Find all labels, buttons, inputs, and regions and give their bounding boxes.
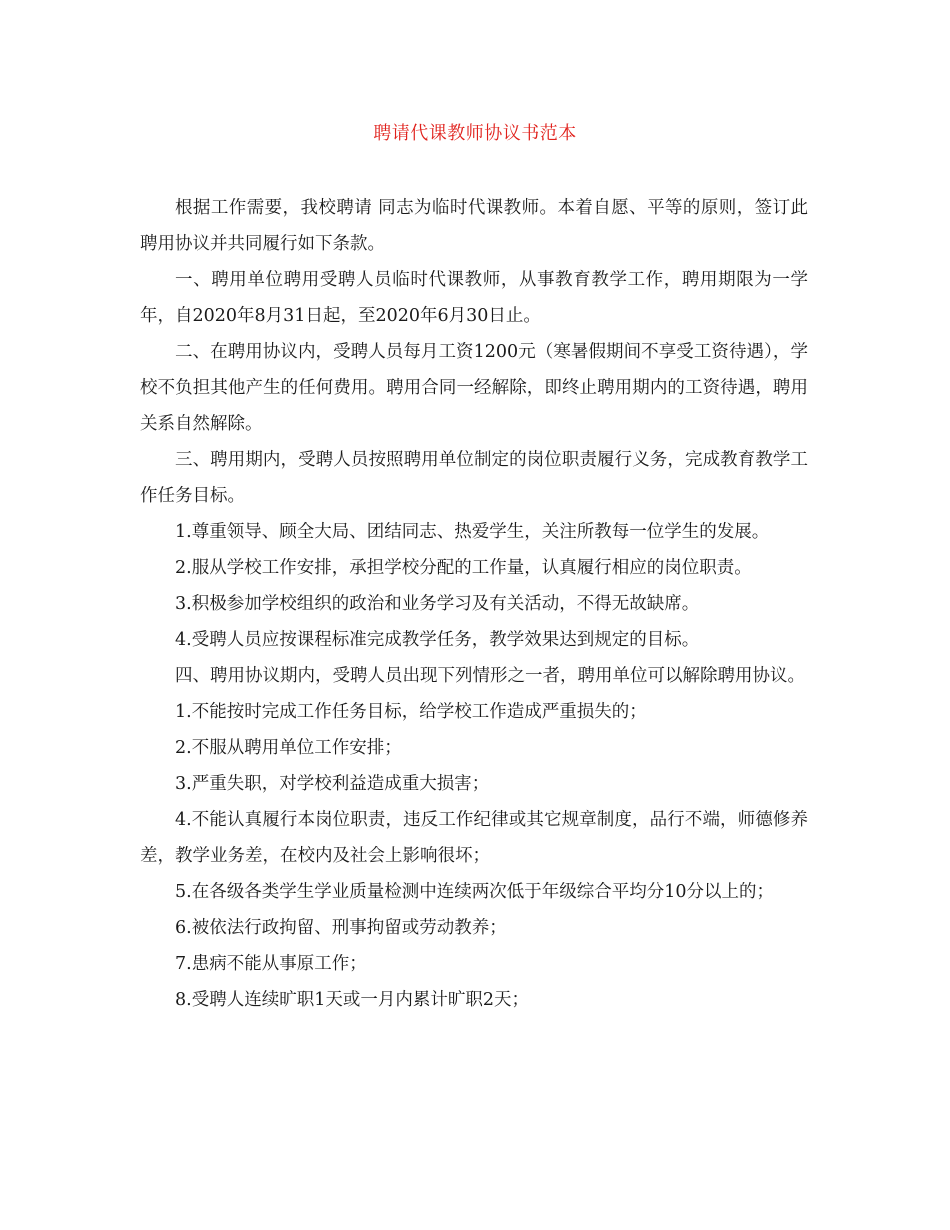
- paragraph-clause-1: 一、聘用单位聘用受聘人员临时代课教师，从事教育教学工作，聘用期限为一学年，自2020年8月31日起，至2020年6月30日止。: [140, 270, 808, 326]
- paragraph-clause-3-item-2: 2.服从学校工作安排，承担学校分配的工作量，认真履行相应的岗位职责。: [175, 558, 752, 578]
- paragraph-clause-4-item-7: 7.患病不能从事原工作；: [175, 954, 367, 974]
- paragraph-clause-4-item-6: 6.被依法行政拘留、刑事拘留或劳动教养；: [175, 918, 507, 938]
- paragraph-clause-3-item-4: 4.受聘人员应按课程标准完成教学任务，教学效果达到规定的目标。: [175, 630, 700, 650]
- paragraph-clause-4-item-2: 2.不服从聘用单位工作安排；: [175, 738, 402, 758]
- paragraph-clause-4-item-1: 1.不能按时完成工作任务目标，给学校工作造成严重损失的；: [175, 702, 647, 722]
- paragraph-clause-4: 四、聘用协议期内，受聘人员出现下列情形之一者，聘用单位可以解除聘用协议。: [175, 666, 805, 686]
- paragraph-clause-4-item-8: 8.受聘人连续旷职1天或一月内累计旷职2天；: [175, 990, 529, 1010]
- paragraph-clause-3-item-3: 3.积极参加学校组织的政治和业务学习及有关活动，不得无故缺席。: [175, 594, 700, 614]
- paragraph-clause-4-item-3: 3.严重失职，对学校利益造成重大损害；: [175, 774, 490, 794]
- paragraph-clause-3-item-1: 1.尊重领导、顾全大局、团结同志、热爱学生，关注所教每一位学生的发展。: [175, 522, 770, 542]
- document-body: [140, 190, 808, 1018]
- paragraph-clause-4-item-5: 5.在各级各类学生学业质量检测中连续两次低于年级综合平均分10分以上的；: [175, 882, 774, 902]
- paragraph-clause-4-item-4: 4.不能认真履行本岗位职责，违反工作纪律或其它规章制度，品行不端，师德修养差，教学业务差，在校内及社会上影响很坏；: [140, 810, 808, 866]
- document-title: 聘请代课教师协议书范本: [373, 123, 577, 144]
- paragraph-clause-3: 三、聘用期内，受聘人员按照聘用单位制定的岗位职责履行义务，完成教育教学工作任务目标。: [140, 450, 808, 506]
- paragraph-intro: 根据工作需要，我校聘请 同志为临时代课教师。本着自愿、平等的原则，签订此聘用协议并共同履行如下条款。: [140, 198, 808, 254]
- paragraph-clause-2: 二、在聘用协议内，受聘人员每月工资1200元（寒暑假期间不享受工资待遇），学校不负担其他产生的任何费用。聘用合同一经解除，即终止聘用期内的工资待遇，聘用关系自然解除。: [140, 342, 808, 434]
